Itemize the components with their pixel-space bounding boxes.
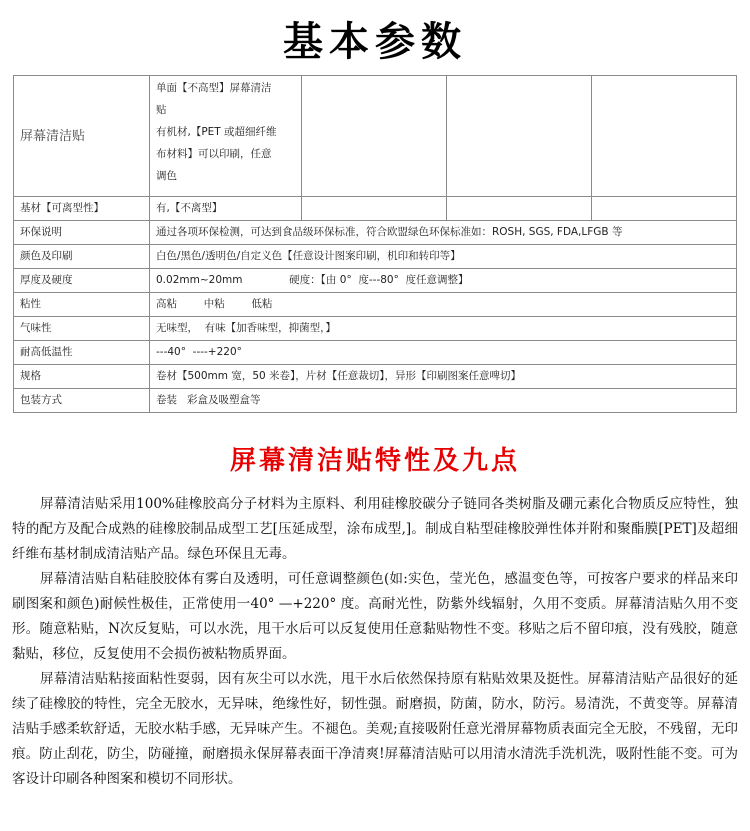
row-value: 白色/黑色/透明色/自定义色【任意设计图案印刷，机印和转印等】 [150, 245, 737, 269]
row-value: 无味型， 有味【加香味型，抑菌型，】 [150, 317, 737, 341]
row-label: 颜色及印刷 [14, 245, 150, 269]
paragraph: 屏幕清洁贴粘接面粘性耍弱，因有灰尘可以水洗，甩干水后依然保持原有粘贴效果及挺性。屏幕清洁贴产品很好的延续了硅橡胶的特性，完全无胶水，无异味，绝缘性好，韧性强。耐磨损，防菌，防水，防污。易清洗，不黄变等。屏幕清洁贴手感柔软舒适，无胶水粘手感，无异味产生。不褪色。美观;直接吸附任意光滑屏幕物质表面完全无胶，不残留，无印痕。防止刮花，防尘，防碰撞，耐磨损永保屏幕表面干净清爽!屏幕清洁贴可以用清水清洗手洗机洗，吸附性能不变。可为客设计印刷各种图案和模切不同形状。 [12, 671, 738, 787]
table-row [14, 341, 737, 365]
value-line: 贴 [156, 104, 167, 116]
row-label: 规格 [14, 365, 150, 389]
row-label: 厚度及硬度 [14, 269, 150, 293]
table-row [14, 293, 737, 317]
value-line: 有机材,【PET 或超细纤维 [156, 126, 277, 138]
row-value: 有,【不离型】 [150, 197, 302, 221]
paragraph: 屏幕清洁贴自粘硅胶胶体有雾白及透明，可任意调整颜色(如:实色，莹光色，感温变色等，可按客户要求的样品来印刷图案和颜色)耐候性极佳，正常使用一40° —+220° 度。高耐光性，防紫外线辐射，久用不变质。屏幕清洁贴久用不变形。随意粘贴，N次反复贴，可以水洗，甩干水后可以反复使用任意黏贴物性不变。移贴之后不留印痕，没有残胶，随意黏贴，移位，反复使用不会损伤被粘物质界面。 [12, 571, 738, 662]
row-value [150, 76, 302, 197]
table-row [14, 317, 737, 341]
row-value: 卷装 彩盒及吸塑盒等 [150, 389, 737, 413]
row-label: 粘性 [14, 293, 150, 317]
table-row [14, 389, 737, 413]
empty-cell [302, 76, 447, 197]
row-label: 屏幕清洁贴 [14, 76, 150, 197]
row-label: 基材【可离型性】 [14, 197, 150, 221]
table-row [14, 269, 737, 293]
row-value: 0.02mm~20mm 硬度：【由 0° 度---80° 度任意调整】 [150, 269, 737, 293]
section-heading: 屏幕清洁贴特性及九点 [229, 446, 520, 476]
value-line: 单面【不高型】屏幕清洁 [156, 82, 272, 94]
row-label: 包装方式 [14, 389, 150, 413]
row-value: 高粘 中粘 低粘 [150, 293, 737, 317]
description-text [12, 492, 738, 792]
empty-cell [447, 76, 592, 197]
empty-cell [592, 197, 737, 221]
parameters-table [13, 75, 737, 413]
empty-cell [447, 197, 592, 221]
empty-cell [592, 76, 737, 197]
row-label: 耐高低温性 [14, 341, 150, 365]
table-row [14, 76, 737, 197]
row-label: 环保说明 [14, 221, 150, 245]
page-title: 基本参数 [283, 18, 467, 65]
value-line: 布材料】可以印刷，任意 [156, 148, 272, 160]
row-value: 通过各项环保检测，可达到食品级环保标准，符合欧盟绿色环保标准如：ROSH, SGS, FDA,LFGB 等 [150, 221, 737, 245]
table-row [14, 365, 737, 389]
table-row [14, 221, 737, 245]
row-value: ---40° ----+220° [150, 341, 737, 365]
paragraph: 屏幕清洁贴采用100%硅橡胶高分子材料为主原料、利用硅橡胶碳分子链同各类树脂及硼元素化合物质反应特性，独特的配方及配合成熟的硅橡胶制品成型工艺[压延成型，涂布成型,]。制成自粘型硅橡胶弹性体并附和聚酯膜[PET]及超细纤维布基材制成清洁贴产品。绿色环保且无毒。 [12, 496, 738, 562]
table-row [14, 245, 737, 269]
row-label: 气味性 [14, 317, 150, 341]
row-value: 卷材【500mm 宽，50 米卷】，片材【任意裁切】，异形【印刷图案任意啤切】 [150, 365, 737, 389]
table-row [14, 197, 737, 221]
empty-cell [302, 197, 447, 221]
value-line: 调色 [156, 170, 177, 182]
